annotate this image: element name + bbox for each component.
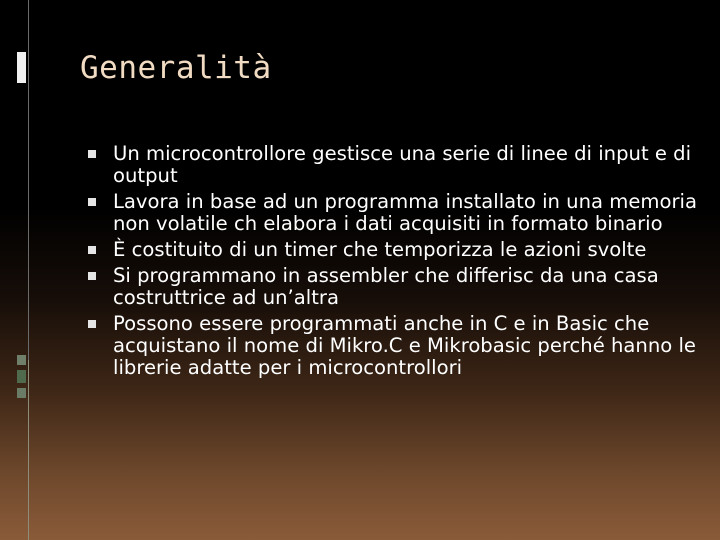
accent-bar-middle [17,370,26,383]
bullet-item [88,313,700,379]
bullet-text: È costituito di un timer che temporizza le azioni svolte [113,238,647,261]
bullet-text: Possono essere programmati anche in C e in Basic che acquistano il nome di Mikro.C e Mikrobasic perché hanno le librerie adatte per i microcontrollori [113,312,696,379]
bullet-item [88,191,700,235]
accent-bar-top [17,355,26,365]
left-rail-lower-divider [28,360,29,540]
slide-title: Generalità [80,50,272,86]
square-bullet-icon [88,320,96,328]
square-bullet-icon [88,198,96,206]
bullet-item [88,265,700,309]
square-bullet-icon [88,246,96,254]
square-bullet-icon [88,272,96,280]
bullet-text: Un microcontrollore gestisce una serie di linee di input e di output [113,142,692,187]
title-marker-bar [17,52,26,83]
bullet-text: Lavora in base ad un programma installato in una memoria non volatile ch elabora i dati acquisiti in formato binario [113,190,697,235]
square-bullet-icon [88,150,96,158]
bullet-list [88,143,700,383]
bullet-item [88,143,700,187]
bullet-text: Si programmano in assembler che differisc da una casa costruttrice ad un’altra [113,264,659,309]
accent-bar-bottom [17,388,26,398]
bullet-item [88,239,700,261]
